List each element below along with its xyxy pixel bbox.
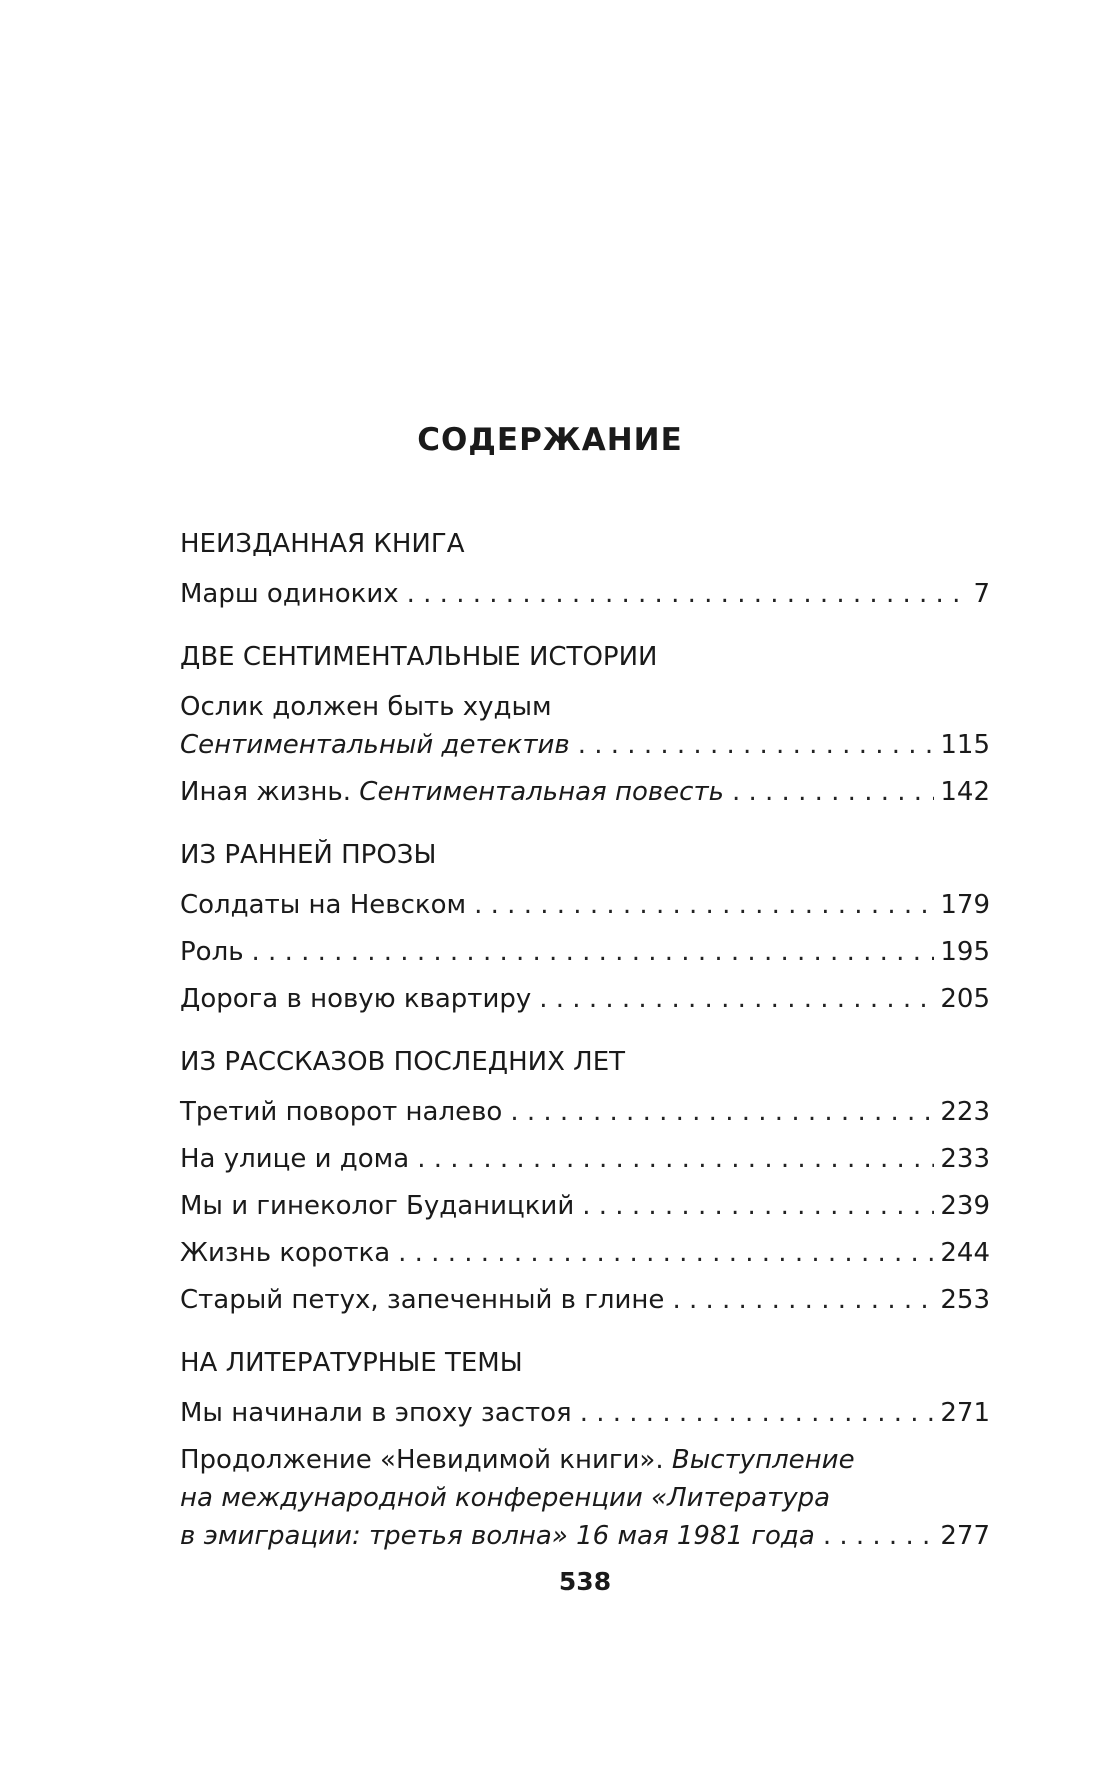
entry-title-line bbox=[180, 1441, 990, 1479]
entry-title bbox=[180, 1234, 390, 1272]
entry-main-line bbox=[180, 1394, 990, 1432]
toc-section bbox=[180, 1040, 990, 1319]
entry-title bbox=[180, 1281, 664, 1319]
toc-section bbox=[180, 833, 990, 1018]
toc-entry bbox=[180, 980, 990, 1018]
toc-entry bbox=[180, 1140, 990, 1178]
entry-main-line bbox=[180, 1517, 990, 1555]
entry-title bbox=[180, 726, 570, 764]
table-of-contents bbox=[180, 522, 990, 1577]
dot-leader bbox=[398, 1234, 934, 1272]
toc-entry bbox=[180, 1441, 990, 1555]
entry-page-number: 195 bbox=[940, 937, 990, 967]
dot-leader bbox=[539, 980, 934, 1018]
entry-main-line bbox=[180, 773, 990, 811]
toc-entry bbox=[180, 1234, 990, 1272]
entry-main-line bbox=[180, 1234, 990, 1272]
entry-title bbox=[180, 773, 724, 811]
entry-subtitle-italic: Выступление bbox=[671, 1445, 855, 1475]
dot-leader bbox=[582, 1187, 934, 1225]
entry-main-line bbox=[180, 1093, 990, 1131]
entry-page-number: 277 bbox=[940, 1521, 990, 1551]
toc-entry bbox=[180, 1394, 990, 1432]
entry-main-line bbox=[180, 980, 990, 1018]
entry-main-line bbox=[180, 1281, 990, 1319]
entry-page-number: 239 bbox=[940, 1191, 990, 1221]
entry-title-text: Мы начинали в эпоху застоя bbox=[180, 1398, 572, 1428]
section-heading: ДВЕ СЕНТИМЕНТАЛЬНЫЕ ИСТОРИИ bbox=[180, 642, 658, 672]
entry-title-text: Старый петух, запеченный в глине bbox=[180, 1285, 665, 1315]
toc-entry bbox=[180, 1187, 990, 1225]
entry-title-text: Солдаты на Невском bbox=[180, 890, 467, 920]
toc-entry bbox=[180, 575, 990, 613]
dot-leader bbox=[252, 933, 935, 971]
entry-main-line bbox=[180, 575, 990, 613]
dot-leader bbox=[580, 1394, 935, 1432]
entry-title bbox=[180, 933, 244, 971]
entry-title bbox=[180, 980, 531, 1018]
entry-title-text: Мы и гинеколог Буданицкий bbox=[180, 1191, 575, 1221]
toc-entry bbox=[180, 1281, 990, 1319]
entry-page-number: 244 bbox=[940, 1238, 990, 1268]
toc-entry bbox=[180, 933, 990, 971]
entry-main-line bbox=[180, 1140, 990, 1178]
toc-entry bbox=[180, 1093, 990, 1131]
entry-page-number: 205 bbox=[940, 984, 990, 1014]
entry-page-number: 223 bbox=[940, 1097, 990, 1127]
page-title: СОДЕРЖАНИЕ bbox=[417, 422, 683, 458]
entry-page-number: 253 bbox=[940, 1285, 990, 1315]
section-heading: НЕИЗДАННАЯ КНИГА bbox=[180, 529, 465, 559]
entry-title-text: Жизнь коротка bbox=[180, 1238, 391, 1268]
section-heading: ИЗ РАССКАЗОВ ПОСЛЕДНИХ ЛЕТ bbox=[180, 1047, 626, 1077]
entry-page-number: 271 bbox=[940, 1398, 990, 1428]
entry-title bbox=[180, 886, 466, 924]
entry-page-number: 179 bbox=[940, 890, 990, 920]
entry-title-text: Дорога в новую квартиру bbox=[180, 984, 532, 1014]
dot-leader bbox=[474, 886, 934, 924]
entry-page-number: 142 bbox=[940, 777, 990, 807]
entry-title bbox=[180, 1517, 815, 1555]
entry-subtitle-italic: на международной конференции «Литература bbox=[180, 1483, 831, 1513]
entry-title bbox=[180, 1187, 574, 1225]
section-heading: НА ЛИТЕРАТУРНЫЕ ТЕМЫ bbox=[180, 1348, 523, 1378]
entry-title bbox=[180, 1093, 502, 1131]
entry-title-text: Роль bbox=[180, 937, 244, 967]
entry-subtitle-italic: Сентиментальный детектив bbox=[180, 730, 570, 760]
entry-subtitle-italic: в эмиграции: третья волна» 16 мая 1981 года bbox=[180, 1521, 815, 1551]
toc-section bbox=[180, 635, 990, 811]
toc-section bbox=[180, 1341, 990, 1555]
entry-title-line: Ослик должен быть худым bbox=[180, 692, 552, 722]
dot-leader bbox=[672, 1281, 934, 1319]
entry-title bbox=[180, 1140, 409, 1178]
entry-page-number: 115 bbox=[940, 730, 990, 760]
entry-main-line bbox=[180, 933, 990, 971]
dot-leader bbox=[417, 1140, 934, 1178]
entry-subtitle-italic: Сентиментальная повесть bbox=[359, 777, 724, 807]
entry-title bbox=[180, 1394, 572, 1432]
section-heading: ИЗ РАННЕЙ ПРОЗЫ bbox=[180, 840, 437, 870]
entry-main-line bbox=[180, 886, 990, 924]
dot-leader bbox=[732, 773, 934, 811]
entry-title-text: Марш одиноких bbox=[180, 579, 399, 609]
dot-leader bbox=[823, 1517, 935, 1555]
toc-entry bbox=[180, 773, 990, 811]
entry-title-text: Иная жизнь. bbox=[180, 777, 360, 807]
entry-title-text: Третий поворот налево bbox=[180, 1097, 503, 1127]
toc-entry bbox=[180, 688, 990, 764]
entry-title-text: Продолжение «Невидимой книги». bbox=[180, 1445, 672, 1475]
entry-page-number: 233 bbox=[940, 1144, 990, 1174]
dot-leader bbox=[510, 1093, 934, 1131]
entry-title-line bbox=[180, 1479, 990, 1517]
dot-leader bbox=[578, 726, 935, 764]
entry-page-number: 7 bbox=[973, 579, 990, 609]
entry-title bbox=[180, 575, 399, 613]
entry-title-text: На улице и дома bbox=[180, 1144, 410, 1174]
dot-leader bbox=[407, 575, 968, 613]
entry-main-line bbox=[180, 726, 990, 764]
toc-section bbox=[180, 522, 990, 613]
toc-entry bbox=[180, 886, 990, 924]
entry-main-line bbox=[180, 1187, 990, 1225]
page-number: 538 bbox=[558, 1567, 612, 1596]
